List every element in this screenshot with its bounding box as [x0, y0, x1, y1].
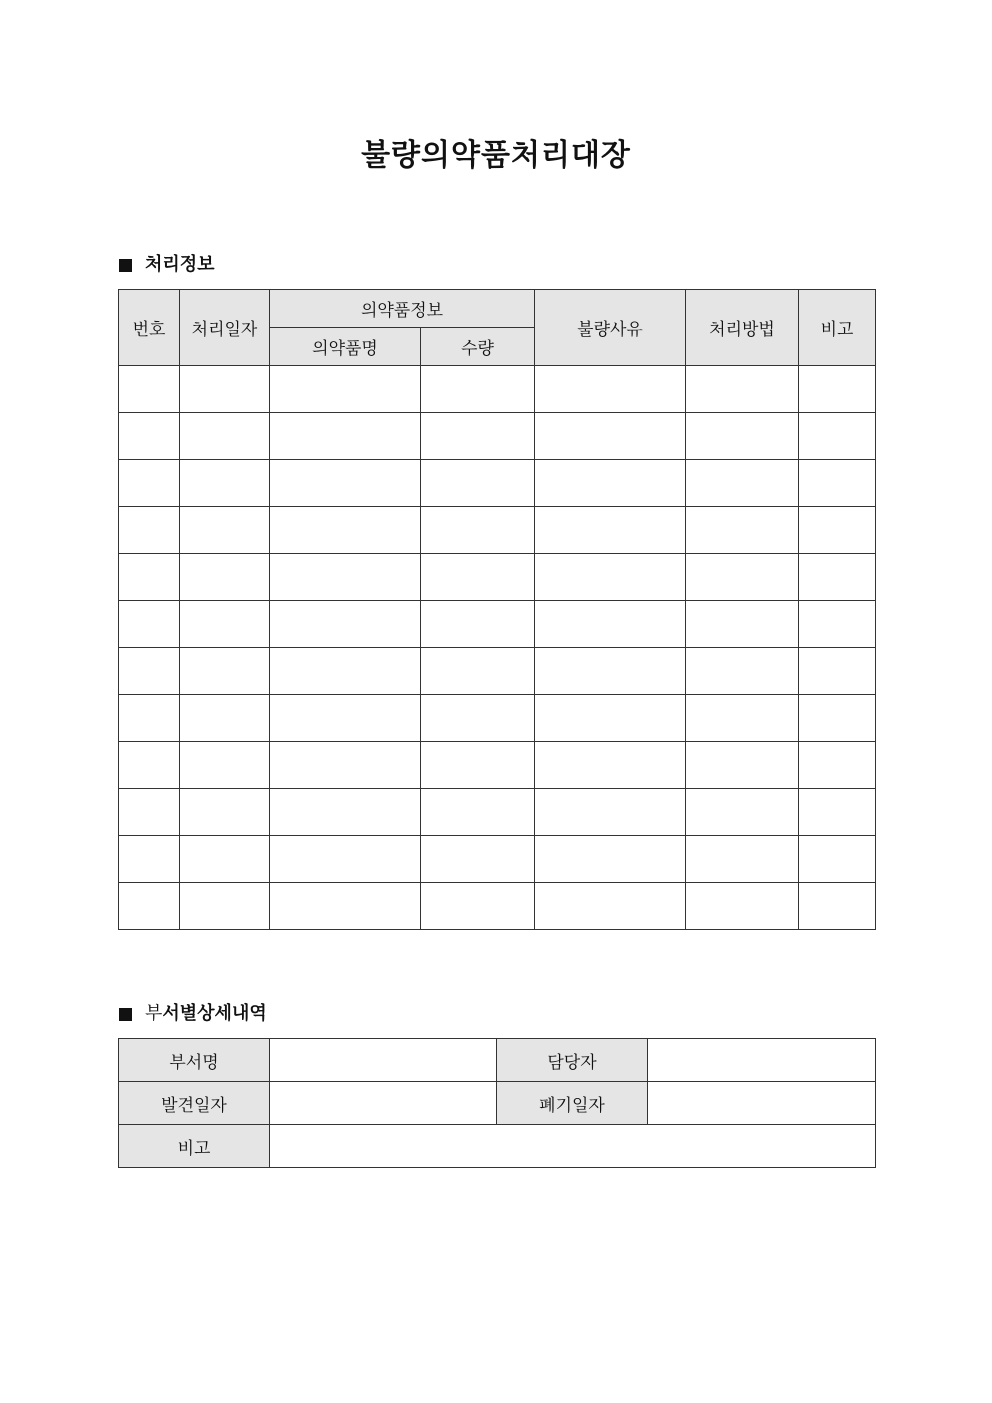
cell-quantity[interactable]: [421, 601, 535, 648]
table-row: [119, 695, 876, 742]
cell-defect-reason[interactable]: [535, 507, 686, 554]
cell-quantity[interactable]: [421, 883, 535, 930]
cell-no[interactable]: [119, 648, 180, 695]
cell-drug-name[interactable]: [270, 695, 421, 742]
table-row: [119, 742, 876, 789]
cell-remarks[interactable]: [799, 460, 876, 507]
cell-defect-reason[interactable]: [535, 413, 686, 460]
cell-quantity[interactable]: [421, 460, 535, 507]
cell-processing-date[interactable]: [180, 601, 270, 648]
cell-processing-method[interactable]: [686, 507, 799, 554]
cell-quantity[interactable]: [421, 554, 535, 601]
cell-defect-reason[interactable]: [535, 742, 686, 789]
cell-no[interactable]: [119, 460, 180, 507]
cell-remarks[interactable]: [799, 366, 876, 413]
cell-processing-date[interactable]: [180, 413, 270, 460]
cell-no[interactable]: [119, 836, 180, 883]
table-row: [119, 648, 876, 695]
cell-processing-date[interactable]: [180, 648, 270, 695]
cell-quantity[interactable]: [421, 366, 535, 413]
field-remarks[interactable]: [270, 1125, 876, 1168]
square-bullet-icon: [119, 259, 132, 272]
column-header-defect-reason: 불량사유: [535, 290, 686, 366]
field-disposal-date[interactable]: [648, 1082, 876, 1125]
table-row: [119, 836, 876, 883]
cell-remarks[interactable]: [799, 883, 876, 930]
cell-no[interactable]: [119, 695, 180, 742]
cell-defect-reason[interactable]: [535, 789, 686, 836]
cell-drug-name[interactable]: [270, 366, 421, 413]
cell-remarks[interactable]: [799, 836, 876, 883]
cell-processing-method[interactable]: [686, 742, 799, 789]
cell-quantity[interactable]: [421, 648, 535, 695]
cell-defect-reason[interactable]: [535, 601, 686, 648]
cell-no[interactable]: [119, 366, 180, 413]
cell-processing-method[interactable]: [686, 460, 799, 507]
cell-drug-name[interactable]: [270, 413, 421, 460]
label-disposal-date: 폐기일자: [497, 1082, 648, 1125]
column-header-no: 번호: [119, 290, 180, 366]
cell-processing-method[interactable]: [686, 883, 799, 930]
table-row: [119, 507, 876, 554]
cell-drug-name[interactable]: [270, 836, 421, 883]
cell-quantity[interactable]: [421, 742, 535, 789]
label-department: 부서명: [119, 1039, 270, 1082]
column-header-processing-method: 처리방법: [686, 290, 799, 366]
column-header-quantity: 수량: [421, 328, 535, 366]
label-manager: 담당자: [497, 1039, 648, 1082]
cell-processing-date[interactable]: [180, 836, 270, 883]
cell-drug-name[interactable]: [270, 601, 421, 648]
column-header-drug-info: 의약품정보: [270, 290, 535, 328]
cell-remarks[interactable]: [799, 507, 876, 554]
cell-no[interactable]: [119, 789, 180, 836]
cell-drug-name[interactable]: [270, 789, 421, 836]
page-title: 불량의약품처리대장: [361, 138, 631, 173]
cell-defect-reason[interactable]: [535, 695, 686, 742]
table-row: [119, 601, 876, 648]
cell-quantity[interactable]: [421, 789, 535, 836]
cell-processing-date[interactable]: [180, 883, 270, 930]
cell-no[interactable]: [119, 507, 180, 554]
table-row: [119, 413, 876, 460]
table-row: [119, 366, 876, 413]
cell-drug-name[interactable]: [270, 742, 421, 789]
cell-processing-method[interactable]: [686, 366, 799, 413]
cell-no[interactable]: [119, 413, 180, 460]
cell-processing-date[interactable]: [180, 789, 270, 836]
cell-processing-method[interactable]: [686, 601, 799, 648]
cell-defect-reason[interactable]: [535, 883, 686, 930]
square-bullet-icon: [119, 1008, 132, 1021]
cell-processing-date[interactable]: [180, 507, 270, 554]
cell-processing-method[interactable]: [686, 648, 799, 695]
field-manager[interactable]: [648, 1039, 876, 1082]
cell-processing-method[interactable]: [686, 836, 799, 883]
cell-defect-reason[interactable]: [535, 836, 686, 883]
cell-drug-name[interactable]: [270, 507, 421, 554]
field-department[interactable]: [270, 1039, 497, 1082]
cell-drug-name[interactable]: [270, 883, 421, 930]
cell-quantity[interactable]: [421, 413, 535, 460]
cell-processing-method[interactable]: [686, 413, 799, 460]
table-row: [119, 789, 876, 836]
section-heading-lead: 부: [145, 1003, 163, 1024]
table-row: [119, 460, 876, 507]
cell-remarks[interactable]: [799, 742, 876, 789]
cell-drug-name[interactable]: [270, 460, 421, 507]
cell-processing-date[interactable]: [180, 366, 270, 413]
cell-no[interactable]: [119, 554, 180, 601]
cell-processing-date[interactable]: [180, 742, 270, 789]
cell-no[interactable]: [119, 601, 180, 648]
processing-records-table: [118, 289, 876, 930]
cell-defect-reason[interactable]: [535, 648, 686, 695]
section-heading-label: 서별상세내역: [162, 1003, 267, 1024]
cell-processing-date[interactable]: [180, 554, 270, 601]
cell-remarks[interactable]: [799, 413, 876, 460]
cell-quantity[interactable]: [421, 695, 535, 742]
cell-no[interactable]: [119, 742, 180, 789]
cell-drug-name[interactable]: [270, 648, 421, 695]
cell-defect-reason[interactable]: [535, 554, 686, 601]
cell-no[interactable]: [119, 883, 180, 930]
cell-drug-name[interactable]: [270, 554, 421, 601]
cell-remarks[interactable]: [799, 601, 876, 648]
cell-remarks[interactable]: [799, 648, 876, 695]
column-header-processing-date: 처리일자: [180, 290, 270, 366]
column-header-drug-name: 의약품명: [270, 328, 421, 366]
column-header-remarks: 비고: [799, 290, 876, 366]
cell-remarks[interactable]: [799, 789, 876, 836]
section-heading-label: 처리정보: [145, 254, 215, 275]
table-row: [119, 554, 876, 601]
department-details-table: [118, 1038, 876, 1168]
cell-defect-reason[interactable]: [535, 460, 686, 507]
table-row: [119, 883, 876, 930]
label-remarks: 비고: [119, 1125, 270, 1168]
section-heading-department-details: [119, 1002, 267, 1026]
cell-processing-method[interactable]: [686, 554, 799, 601]
cell-quantity[interactable]: [421, 836, 535, 883]
cell-processing-date[interactable]: [180, 460, 270, 507]
section-heading-processing-info: [119, 253, 215, 277]
cell-processing-method[interactable]: [686, 695, 799, 742]
cell-processing-method[interactable]: [686, 789, 799, 836]
cell-remarks[interactable]: [799, 695, 876, 742]
cell-defect-reason[interactable]: [535, 366, 686, 413]
label-found-date: 발견일자: [119, 1082, 270, 1125]
cell-quantity[interactable]: [421, 507, 535, 554]
field-found-date[interactable]: [270, 1082, 497, 1125]
cell-remarks[interactable]: [799, 554, 876, 601]
cell-processing-date[interactable]: [180, 695, 270, 742]
